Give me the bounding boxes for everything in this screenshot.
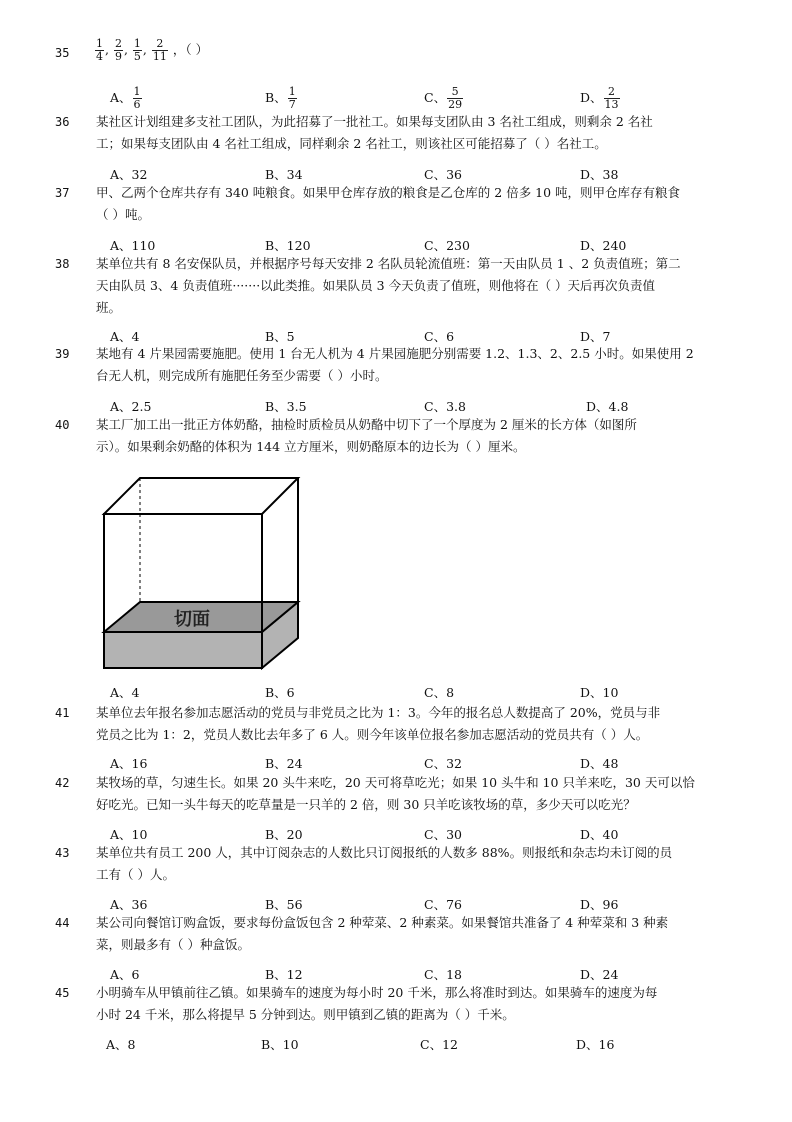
question-number: 42 [55, 776, 70, 790]
option-b[interactable]: B、3.5 [265, 399, 307, 414]
stem-line: 小明骑车从甲镇前往乙镇。如果骑车的速度为每小时 20 千米，那么将准时到达。如果骑车的速度为每 [96, 985, 658, 1000]
stem-line: 示）。如果剩余奶酪的体积为 144 立方厘米，则奶酪原本的边长为（ ）厘米。 [96, 439, 526, 454]
option-b[interactable]: B、34 [265, 167, 303, 182]
option-a[interactable]: A、2.5 [110, 399, 152, 414]
question-stem [96, 343, 746, 387]
option-a[interactable]: A、36 [110, 897, 148, 912]
option-b[interactable]: B、 $\frac{1}{7}$ [265, 85, 296, 111]
option-b[interactable]: B、56 [265, 897, 303, 912]
question-number: 40 [55, 418, 70, 432]
option-c[interactable]: C、32 [424, 756, 462, 771]
stem-line: 某社区计划组建多支社工团队，为此招募了一批社工。如果每支团队由 3 名社工组成，则剩余 2 名社 [96, 114, 653, 129]
option-d[interactable]: D、38 [580, 167, 619, 182]
option-c[interactable]: C、18 [424, 967, 462, 982]
question-stem [96, 982, 746, 1026]
question-number: 37 [55, 186, 70, 200]
option-b[interactable]: B、12 [265, 967, 303, 982]
option-c[interactable]: C、6 [424, 329, 455, 344]
option-b[interactable]: B、24 [265, 756, 303, 771]
option-b[interactable]: B、120 [265, 238, 311, 253]
option-b[interactable]: B、10 [261, 1037, 299, 1052]
option-a[interactable]: A、32 [110, 167, 148, 182]
option-d[interactable]: D、96 [580, 897, 619, 912]
option-a[interactable]: A、10 [110, 827, 148, 842]
stem-line: （ ）吨。 [96, 207, 150, 222]
question-number: 35 [55, 46, 70, 60]
question-stem [96, 253, 792, 319]
options [110, 754, 730, 774]
option-a[interactable]: A、4 [110, 685, 140, 700]
option-a[interactable]: A、 $\frac{1}{6}$ [110, 85, 141, 111]
question-stem [96, 414, 746, 458]
stem-line: 好吃光。已知一头牛每天的吃草量是一只羊的 2 倍，则 30 只羊吃该牧场的草，多少天可以吃光？ [96, 797, 636, 812]
options [106, 1035, 726, 1055]
question-number: 41 [55, 706, 70, 720]
question-stem [96, 182, 746, 226]
option-d[interactable]: D、240 [580, 238, 627, 253]
question-stem [96, 772, 746, 816]
question-number: 36 [55, 115, 70, 129]
fraction: $\frac{2}{11}$ [152, 37, 167, 63]
option-c[interactable]: C、230 [424, 238, 470, 253]
options [110, 85, 730, 111]
option-c[interactable]: C、12 [420, 1037, 458, 1052]
option-d[interactable]: D、7 [580, 329, 611, 344]
question-stem [96, 702, 746, 746]
option-a[interactable]: A、6 [110, 967, 140, 982]
option-c[interactable]: C、 $\frac{5}{29}$ [424, 85, 463, 111]
stem-line: 天由队员 3、4 负责值班·······以此类推。如果队员 3 今天负责了值班，则他将在（ ）天后再次负责值 [96, 278, 656, 293]
question-number: 45 [55, 986, 70, 1000]
option-d[interactable]: D、 $\frac{2}{13}$ [580, 85, 619, 111]
option-b[interactable]: B、5 [265, 329, 295, 344]
stem-line: 菜，则最多有（ ）种盒饭。 [96, 937, 250, 952]
stem-line: 某工厂加工出一批正方体奶酪，抽检时质检员从奶酪中切下了一个厚度为 2 厘米的长方体（如图所 [96, 417, 637, 432]
option-c[interactable]: C、76 [424, 897, 462, 912]
stem-line: 某单位去年报名参加志愿活动的党员与非党员之比为 1：3。今年的报名总人数提高了 20%，党员与非 [96, 705, 661, 720]
stem-line: 某单位共有员工 200 人，其中订阅杂志的人数比只订阅报纸的人数多 88%。则报纸和杂志均未订阅的员 [96, 845, 673, 860]
cheese-cube-figure [100, 474, 305, 674]
option-a[interactable]: A、8 [106, 1037, 136, 1052]
question-stem [96, 111, 746, 155]
question-stem [96, 912, 746, 956]
stem-line: 工有（ ）人。 [96, 867, 175, 882]
question-stem [96, 842, 746, 886]
question-stem: $\frac{1}{4}$ , $\frac{2}{9}$ , $\frac{1}{5}$ , $\frac{2}{11}$ ，（ ） [96, 37, 209, 63]
option-a[interactable]: A、16 [110, 756, 148, 771]
fraction: $\frac{1}{4}$ [96, 37, 103, 63]
question-number: 38 [55, 257, 70, 271]
option-c[interactable]: C、3.8 [424, 399, 466, 414]
stem-line: 党员之比为 1：2，党员人数比去年多了 6 人。则今年该单位报名参加志愿活动的党员共有（ ）人。 [96, 727, 649, 742]
option-d[interactable]: D、10 [580, 685, 619, 700]
stem-line: 甲、乙两个仓库共存有 340 吨粮食。如果甲仓库存放的粮食是乙仓库的 2 倍多 10 吨，则甲仓库存有粮食 [96, 185, 681, 200]
stem-line: 某公司向餐馆订购盒饭，要求每份盒饭包含 2 种荤菜、2 种素菜。如果餐馆共准备了 4 种荤菜和 3 种素 [96, 915, 669, 930]
option-c[interactable]: C、8 [424, 685, 455, 700]
stem-line: 工；如果每支团队由 4 名社工组成，同样剩余 2 名社工，则该社区可能招募了（ ）名社工。 [96, 136, 607, 151]
cube-diagram [100, 474, 305, 674]
option-d[interactable]: D、16 [576, 1037, 615, 1052]
options [110, 683, 730, 703]
option-d[interactable]: D、4.8 [586, 399, 629, 414]
option-d[interactable]: D、40 [580, 827, 619, 842]
option-d[interactable]: D、48 [580, 756, 619, 771]
cut-face-label: 切面 [174, 609, 210, 630]
question-number: 39 [55, 347, 70, 361]
stem-line: 班。 [96, 300, 122, 315]
option-c[interactable]: C、30 [424, 827, 462, 842]
option-a[interactable]: A、110 [110, 238, 156, 253]
stem-line: 某单位共有 8 名安保队员，并根据序号每天安排 2 名队员轮流值班：第一天由队员 1 、2 负责值班；第二 [96, 256, 681, 271]
option-b[interactable]: B、20 [265, 827, 303, 842]
option-b[interactable]: B、6 [265, 685, 295, 700]
stem-line: 小时 24 千米，那么将提早 5 分钟到达。则甲镇到乙镇的距离为（ ）千米。 [96, 1007, 515, 1022]
fraction: $\frac{2}{9}$ [114, 37, 122, 63]
option-c[interactable]: C、36 [424, 167, 462, 182]
question-number: 44 [55, 916, 70, 930]
stem-line: 台无人机，则完成所有施肥任务至少需要（ ）小时。 [96, 368, 388, 383]
fraction: $\frac{1}{5}$ [133, 37, 141, 63]
stem-tail: ，（ ） [172, 42, 209, 57]
question-number: 43 [55, 846, 70, 860]
stem-line: 某地有 4 片果园需要施肥。使用 1 台无人机为 4 片果园施肥分别需要 1.2、1.3、2、2.5 小时。如果使用 2 [96, 346, 694, 361]
option-d[interactable]: D、24 [580, 967, 619, 982]
option-a[interactable]: A、4 [110, 329, 140, 344]
stem-line: 某牧场的草，匀速生长。如果 20 头牛来吃，20 天可将草吃光；如果 10 头牛和 10 只羊来吃，30 天可以恰 [96, 775, 695, 790]
